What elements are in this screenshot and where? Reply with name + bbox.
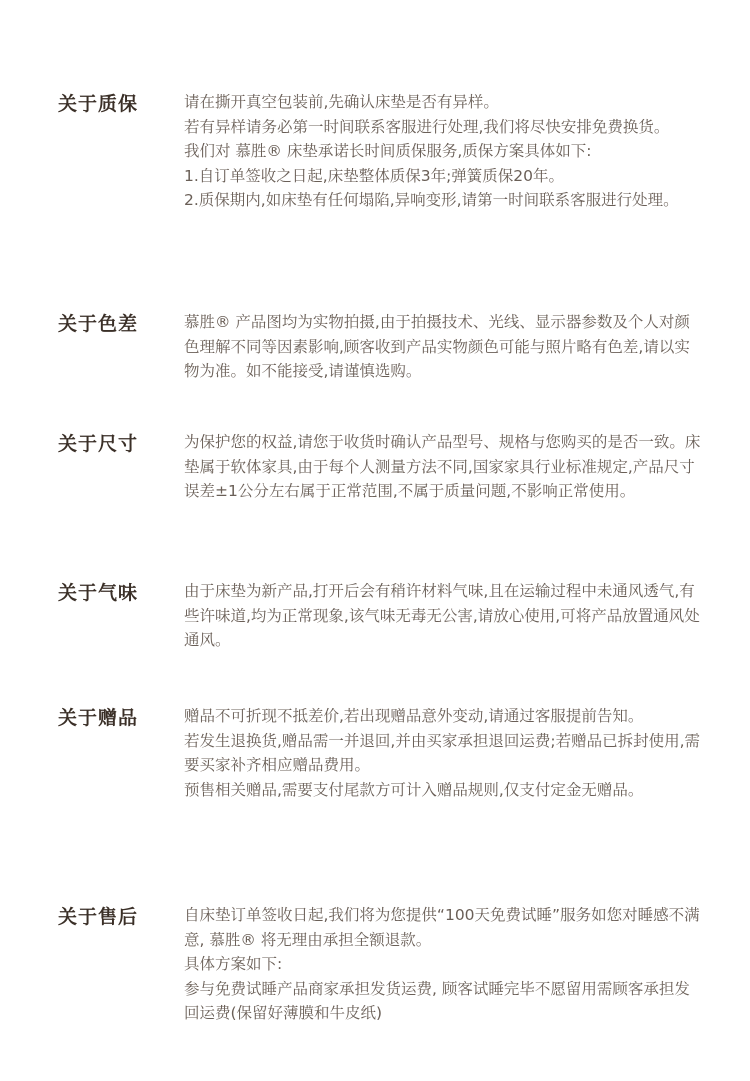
paragraph: 自床垫订单签收日起,我们将为您提供“100天免费试睡”服务如您对睡感不满意, 慕胜® 将无理由承担全额退款。: [184, 906, 700, 949]
paragraph: 若有异样请务必第一时间联系客服进行处理,我们将尽快安排免费换货。: [184, 117, 670, 136]
section-body-warranty: [184, 90, 704, 213]
section-title-color-difference: 关于色差: [58, 313, 139, 335]
paragraph: 请在撕开真空包装前,先确认床垫是否有异样。: [184, 93, 499, 111]
paragraph: 参与免费试睡产品商家承担发货运费, 顾客试睡完毕不愿留用需顾客承担发回运费(保留好薄膜和牛皮纸): [184, 979, 690, 1022]
section-body-color-difference: [184, 310, 704, 384]
section-gifts: [0, 704, 750, 802]
paragraph: 1.自订单签收之日起,床垫整体质保3年;弹簧质保20年。: [184, 166, 565, 185]
section-title-after-sales: 关于售后: [58, 906, 139, 928]
section-body-odor: [184, 579, 704, 653]
paragraph: 具体方案如下:: [184, 955, 283, 973]
paragraph: 赠品不可折现不抵差价,若出现赠品意外变动,请通过客服提前告知。: [184, 707, 644, 725]
section-title-odor: 关于气味: [58, 582, 139, 604]
section-after-sales: [0, 903, 750, 1026]
section-body-gifts: [184, 704, 704, 802]
paragraph: 我们对 慕胜® 床垫承诺长时间质保服务,质保方案具体如下:: [184, 142, 592, 160]
section-title-gifts: 关于赠品: [58, 707, 139, 729]
paragraph: 为保护您的权益,请您于收货时确认产品型号、规格与您购买的是否一致。床垫属于软体家具,由于每个人测量方法不同,国家家具行业标准规定,产品尺寸误差±1公分左右属于正常范围,不属于质量问题,不影响正常使用。: [184, 433, 701, 500]
section-warranty: [0, 90, 750, 213]
paragraph: 由于床垫为新产品,打开后会有稍许材料气味,且在运输过程中未通风透气,有些许味道,均为正常现象,该气味无毒无公害,请放心使用,可将产品放置通风处通风。: [184, 582, 700, 649]
paragraph: 若发生退换货,赠品需一并退回,并由买家承担退回运费;若赠品已拆封使用,需要买家补齐相应赠品费用。: [184, 731, 701, 774]
paragraph: 预售相关赠品,需要支付尾款方可计入赠品规则,仅支付定金无赠品。: [184, 780, 644, 799]
section-body-after-sales: [184, 903, 704, 1026]
section-body-size: [184, 430, 704, 504]
section-odor: [0, 579, 750, 653]
section-title-warranty: 关于质保: [58, 93, 139, 115]
section-size: [0, 430, 750, 504]
section-color-difference: [0, 310, 750, 384]
paragraph: 慕胜® 产品图均为实物拍摄,由于拍摄技术、光线、显示器参数及个人对颜色理解不同等因素影响,顾客收到产品实物颜色可能与照片略有色差,请以实物为准。如不能接受,请谨慎选购。: [184, 313, 690, 380]
section-title-size: 关于尺寸: [58, 433, 139, 455]
paragraph: 2.质保期内,如床垫有任何塌陷,异响变形,请第一时间联系客服进行处理。: [184, 191, 679, 209]
